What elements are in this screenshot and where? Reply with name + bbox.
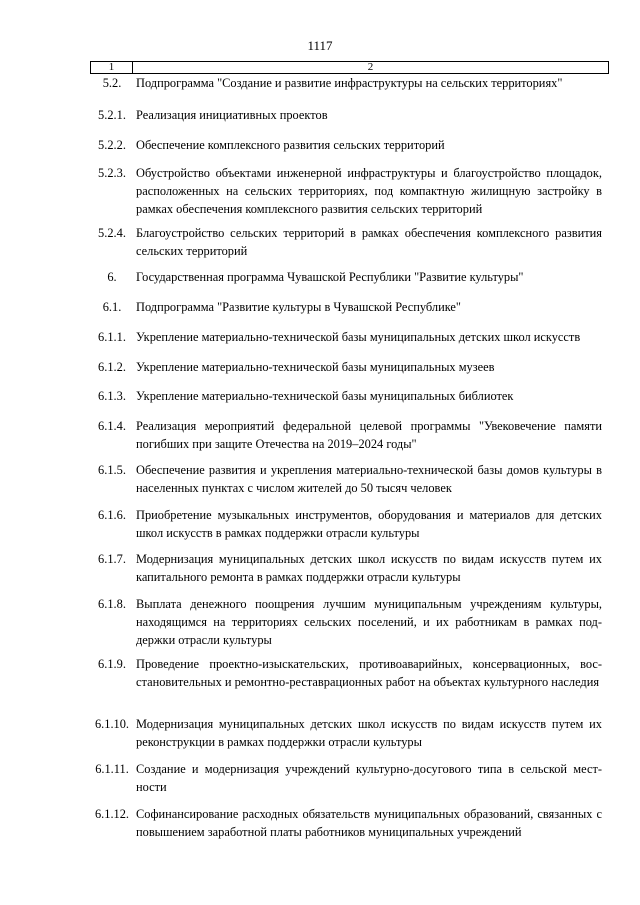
page-number: 1117	[307, 38, 333, 53]
table-header	[90, 61, 609, 74]
item-number: 6.1.5.	[98, 463, 126, 477]
item-text: Благоустройство сельских территорий в рамках обеспечения комплексного развития сельских территорий	[136, 226, 602, 258]
item-number: 6.1.10.	[94, 717, 130, 731]
item-number: 6.1.2.	[98, 360, 126, 374]
item-number: 6.1.12.	[94, 807, 130, 821]
item-number: 6.1.7.	[98, 552, 126, 566]
item-text: Выплата денежного поощрения лучшим муниципальным учреждениям культуры, находящимся на территориях сельских поселений, и их работникам в рамках поддержки отрасли культуры	[136, 597, 602, 647]
item-number: 6.1.	[102, 300, 122, 314]
item-number: 5.2.4.	[98, 226, 126, 240]
item-number: 6.1.6.	[98, 508, 126, 522]
item-text: Подпрограмма "Создание и развитие инфраструктуры на сельских территориях"	[136, 76, 563, 90]
item-number: 6.1.4.	[98, 419, 126, 433]
column-header-1: 1	[91, 62, 133, 73]
item-text: Приобретение музыкальных инструментов, оборудования и материалов для детских школ искусств в рамках поддержки отрасли культуры	[136, 508, 602, 540]
item-text: Реализация мероприятий федеральной целевой программы "Увековечение памяти погибших при защите Отечества на 2019–2024 годы"	[136, 419, 602, 451]
item-text: Модернизация муниципальных детских школ искусств по видам искусств путем их капитального ремонта в рамках поддержки отрасли культуры	[136, 552, 602, 584]
item-number: 6.1.8.	[98, 597, 126, 611]
item-text: Государственная программа Чувашской Республики "Развитие культуры"	[136, 270, 524, 284]
item-number: 5.2.2.	[98, 138, 126, 152]
item-number: 6.1.1.	[98, 330, 126, 344]
item-number: 5.2.	[102, 76, 122, 90]
item-number: 6.1.11.	[95, 762, 129, 776]
item-text: Обустройство объектами инженерной инфраструктуры и благоустройство площадок, расположенных на сельских территориях, под компактную жилищную застройку в рамках обеспечения комплексного развития сельских территорий	[136, 166, 602, 216]
item-number: 6.1.3.	[98, 389, 126, 403]
item-text: Реализация инициативных проектов	[136, 108, 328, 122]
item-number: 6.	[107, 270, 117, 284]
item-number: 6.1.9.	[98, 657, 126, 671]
column-header-2: 2	[367, 61, 374, 73]
item-text: Обеспечение развития и укрепления материально-технической базы домов культуры в населенных пунктах с числом жителей до 50 тысяч человек	[136, 463, 602, 495]
item-number: 5.2.3.	[98, 166, 126, 180]
item-text: Укрепление материально-технической базы муниципальных библиотек	[136, 389, 514, 403]
item-text: Укрепление материально-технической базы муниципальных детских школ искусств	[136, 330, 581, 344]
item-text: Софинансирование расходных обязательств муниципальных образований, связанных с повышением заработной платы работников муниципальных учреждений	[136, 807, 602, 839]
item-text: Подпрограмма "Развитие культуры в Чувашской Республике"	[136, 300, 461, 314]
item-text: Укрепление материально-технической базы муниципальных музеев	[136, 360, 495, 374]
item-number: 5.2.1.	[98, 108, 126, 122]
item-text: Создание и модернизация учреждений культурно-досугового типа в сельской местности	[136, 762, 602, 794]
item-text: Модернизация муниципальных детских школ искусств по видам искусств путем их реконструкции в рамках поддержки отрасли культуры	[136, 717, 602, 749]
item-text: Обеспечение комплексного развития сельских территорий	[136, 138, 445, 152]
item-text: Проведение проектно-изыскательских, противоаварийных, консервационных, восстановительных и ремонтно-реставрационных работ на объектах культурного наследия	[136, 657, 602, 689]
